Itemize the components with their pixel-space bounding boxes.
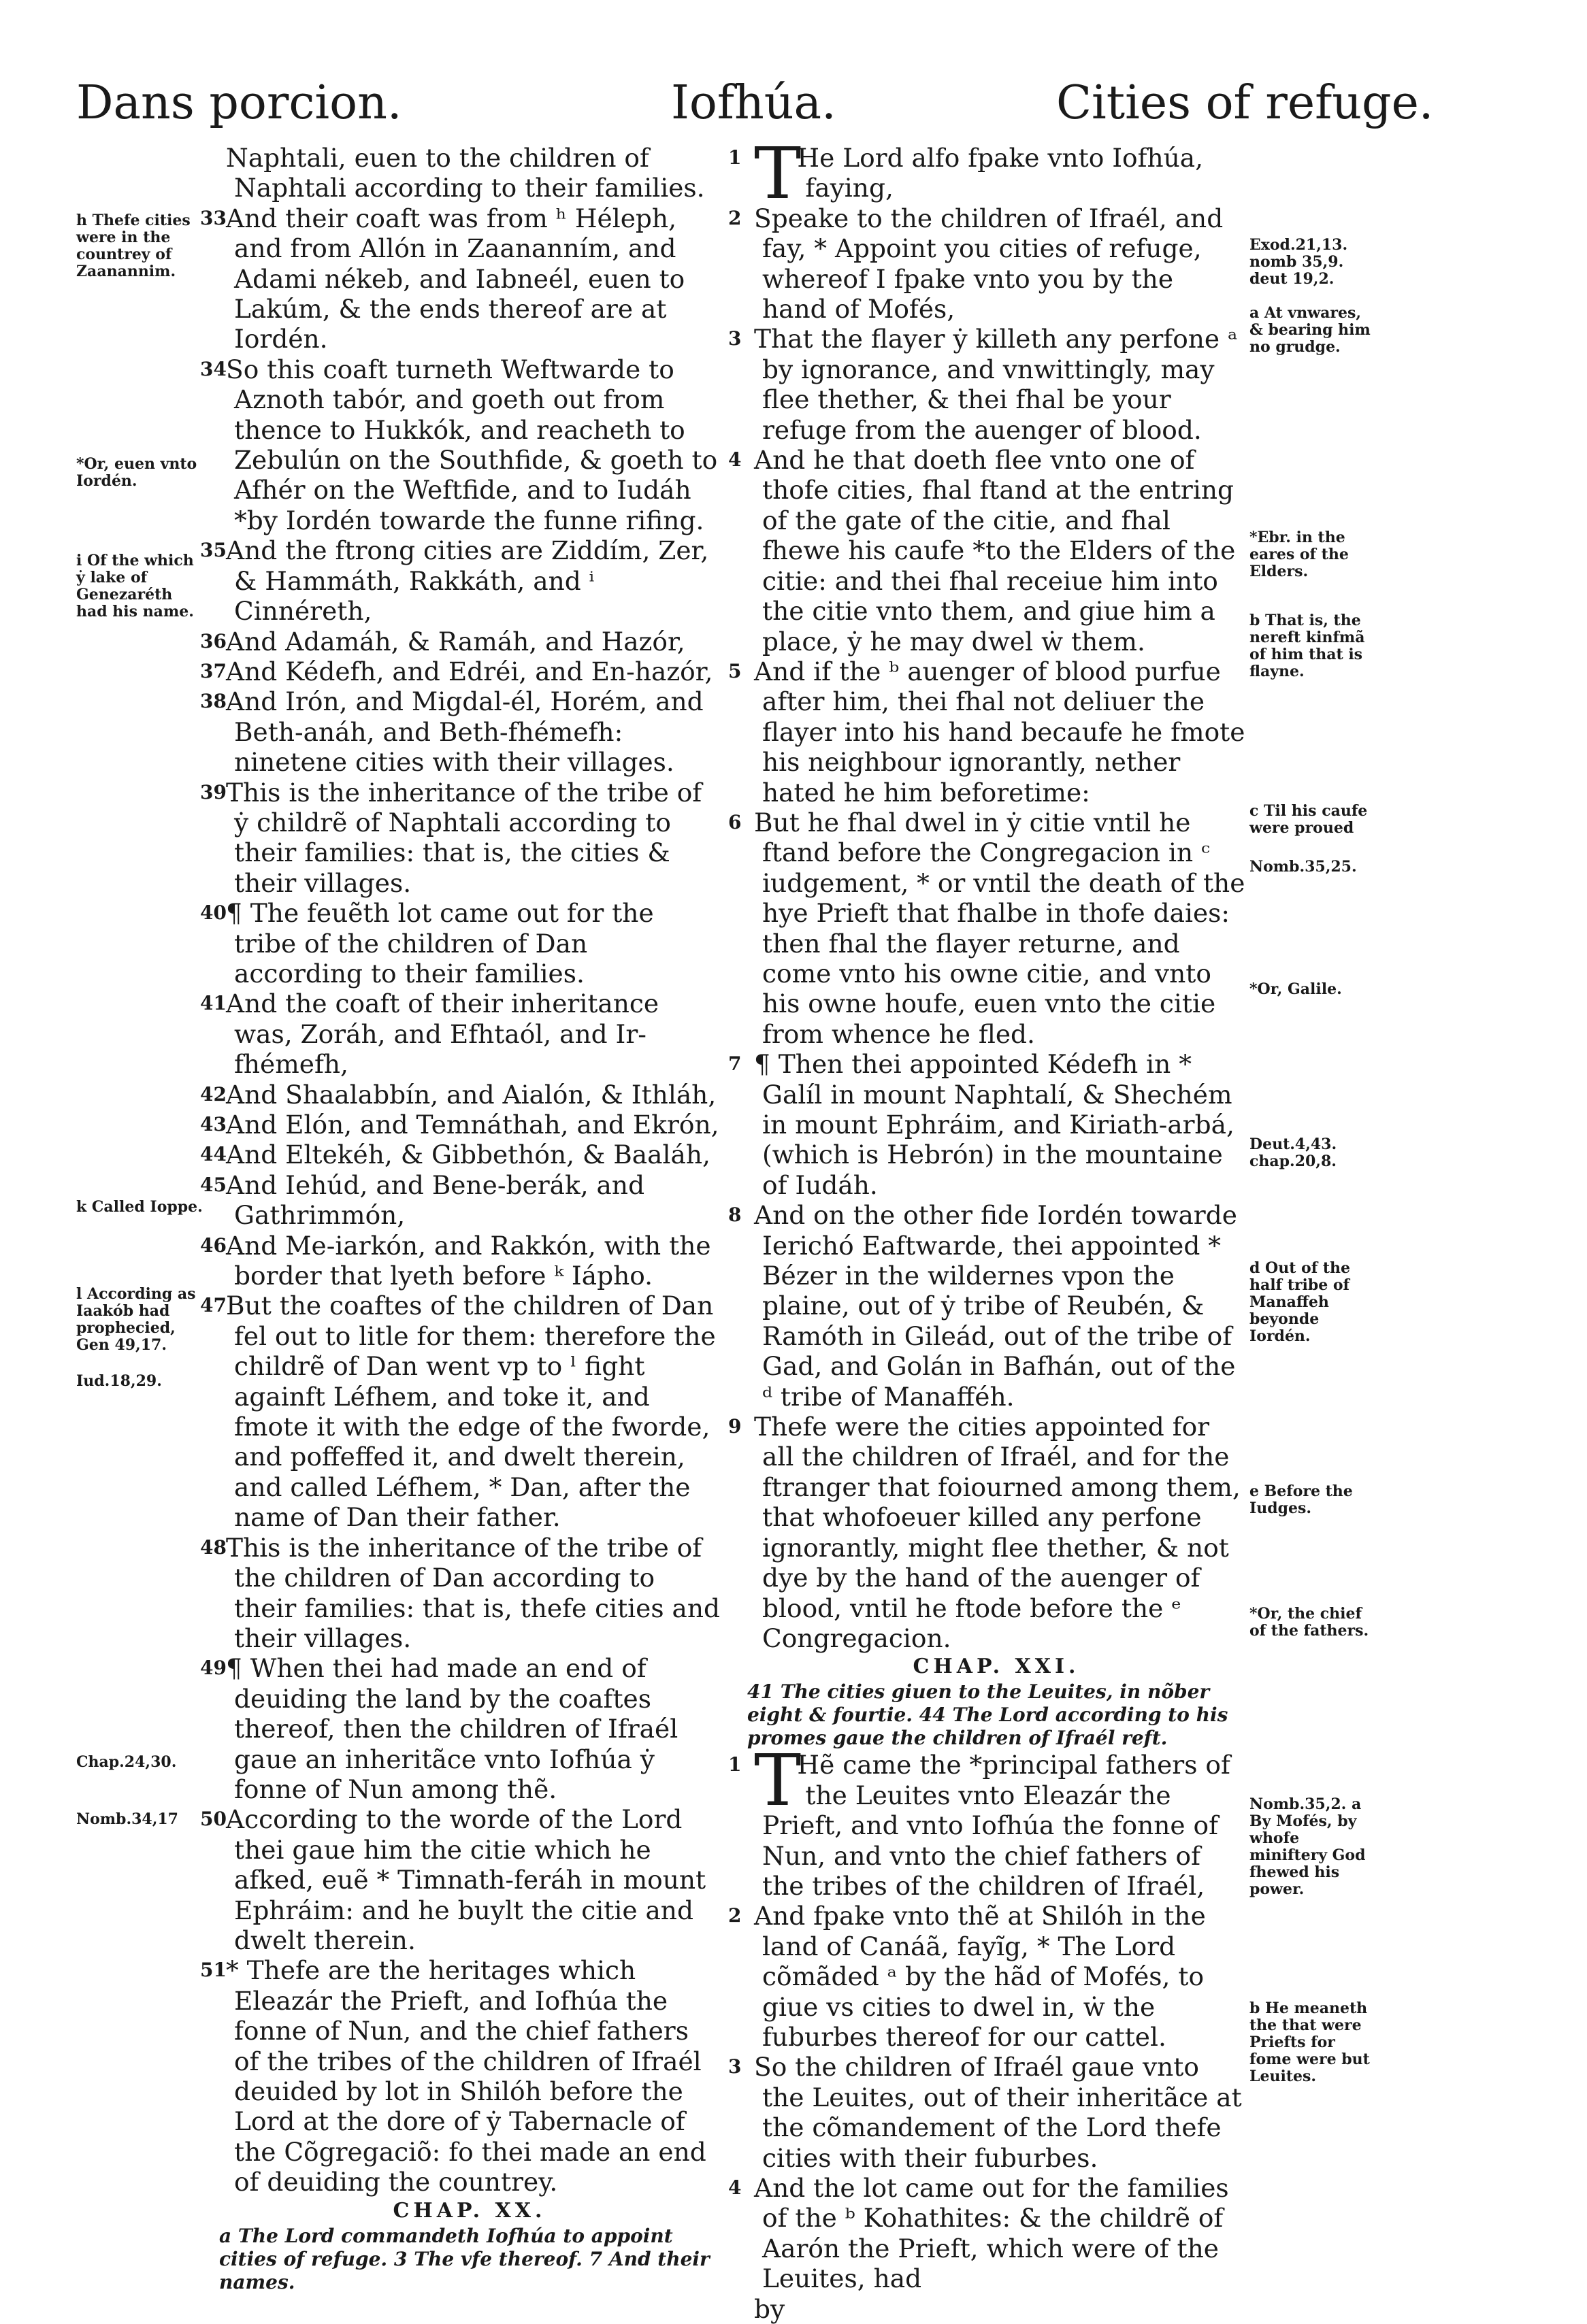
verse bbox=[200, 1110, 720, 1140]
verse-number: 4 bbox=[728, 448, 742, 471]
verse bbox=[728, 132, 1245, 215]
verse-text: And Elón, and Temnáthah, and Ekrón, bbox=[226, 1110, 719, 1140]
verse-text: * Thefe are the heritages which Eleazár the Prieft, and Iofhúa the fonne of Nun, and the chief fathers of the tribes of the children of Ifraél deuided by lot in Shilóh before the Lord at the dore of ẏ Tabernacle of the Cõgregaciõ: fo thei made an end of deuiding the countrey. bbox=[226, 1955, 706, 2197]
verse bbox=[200, 1230, 720, 1291]
margin-note: Nomb.34,17 bbox=[76, 1810, 178, 1828]
margin-note: k Called Ioppe. bbox=[76, 1198, 203, 1216]
verse-number: 37 bbox=[200, 659, 227, 682]
verse bbox=[728, 1412, 1245, 1653]
verse bbox=[728, 807, 1245, 1049]
verse bbox=[728, 1200, 1245, 1412]
verse-text: This is the inheritance of the tribe of ẏ childrẽ of Naphtali according to their families: that is, the cities & their villages. bbox=[226, 777, 702, 898]
verse bbox=[200, 1140, 720, 1170]
verse bbox=[200, 626, 720, 657]
verse-number: 2 bbox=[728, 206, 742, 229]
verse-number: 40 bbox=[200, 901, 227, 925]
verse bbox=[200, 1532, 721, 1654]
verse-number: 42 bbox=[200, 1082, 227, 1106]
verse-text: And Kédefh, and Edréi, and En-hazór, bbox=[226, 656, 713, 686]
margin-note: Exod.21,13. nomb 35,9. deut 19,2. bbox=[1249, 236, 1348, 288]
verse bbox=[200, 898, 720, 989]
verse bbox=[219, 143, 720, 203]
margin-note: Deut.4,43. chap.20,8. bbox=[1249, 1135, 1337, 1170]
margin-note: e Before the Iudges. bbox=[1249, 1482, 1353, 1517]
verse-text: ¶ The feuẽth lot came out for the tribe of the children of Dan according to their families. bbox=[226, 898, 654, 989]
margin-note: Nomb.35,25. bbox=[1249, 858, 1357, 876]
verse-text: ¶ Then thei appointed Kédefh in * Galíl in mount Naphtalí, & Shechém in mount Ephráim, and Kiriath-arbá, (which is Hebrón) in the mountaine of Iudáh. bbox=[754, 1049, 1234, 1200]
verse-number: 7 bbox=[728, 1052, 742, 1076]
verse bbox=[200, 777, 720, 899]
margin-note: h Thefe cities were in the countrey of Zaanannim. bbox=[76, 212, 191, 280]
verse-number: 4 bbox=[728, 2176, 742, 2199]
right-text-column bbox=[728, 132, 1245, 2324]
verse-number: 35 bbox=[200, 539, 227, 562]
verse bbox=[200, 354, 720, 535]
verse-text: And Eltekéh, & Gibbethón, & Baaláh, bbox=[226, 1140, 710, 1170]
verse-number: 34 bbox=[200, 357, 227, 380]
verse-text: And he that doeth flee vnto one of thofe cities, fhal ftand at the entring of the gate of the citie, and fhal fhewe his caufe *to the Elders of the citie: and thei fhal receiue him into the citie vnto them, and giue him a place, ẏ he may dwel ẇ them. bbox=[754, 445, 1236, 657]
chapter-summary: a The Lord commandeth Iofhúa to appoint cities of refuge. 3 The vfe thereof. 7 And their names. bbox=[219, 2224, 710, 2293]
verse-text: And Iehúd, and Bene-berák, and Gathrimmón, bbox=[226, 1169, 645, 1231]
margin-note: Nomb.35,2. a By Mofés, by whofe miniftery God fhewed his power. bbox=[1249, 1795, 1366, 1898]
verse-text: And fpake vnto thẽ at Shilóh in the land of Canáã, fayĩg, * The Lord cõmãded ᵃ by the hãd of Mofés, to giue vs cities to dwel in, ẇ the fuburbes thereof for our cattel. bbox=[754, 1901, 1206, 2052]
verse-text: ¶ When thei had made an end of deuiding the land by the coaftes thereof, then the children of Ifraél gaue an inheritãce vnto Iofhúa ẏ fonne of Nun among thẽ. bbox=[226, 1653, 678, 1804]
verse bbox=[728, 2052, 1245, 2173]
verse-text: And the lot came out for the families of the ᵇ Kohathites: & the childrẽ of Aarón the Prieft, which were of the Leuites, had bbox=[754, 2173, 1229, 2294]
running-header-left: Dans porcion. bbox=[76, 76, 402, 130]
verse-number: 51 bbox=[200, 1959, 227, 1982]
verse-text: And their coaft was from ʰ Héleph, and from Allón in Zaananním, and Adami nékeb, and Iabneél, euen to Lakúm, & the ends thereof are at Iordén. bbox=[226, 203, 685, 354]
verse-text: And the coaft of their inheritance was, Zoráh, and Efhtaól, and Ir-fhémefh, bbox=[226, 989, 659, 1080]
left-text-column bbox=[200, 143, 721, 2294]
verse-number: 2 bbox=[728, 1904, 742, 1927]
drop-capital: T bbox=[754, 1739, 802, 1823]
margin-note: *Or, euen vnto Iordén. bbox=[76, 455, 197, 490]
verse-number: 47 bbox=[200, 1294, 227, 1317]
verse bbox=[728, 445, 1245, 657]
margin-note: *Or, the chief of the fathers. bbox=[1249, 1605, 1369, 1640]
drop-capital: T bbox=[754, 132, 802, 215]
verse-number: 33 bbox=[200, 206, 227, 229]
verse-number: 36 bbox=[200, 629, 227, 652]
margin-note: *Or, Galile. bbox=[1249, 980, 1342, 998]
margin-note: l According as Iaakób had prophecied, Gen 49,17. bbox=[76, 1285, 196, 1354]
verse-text: And the ftrong cities are Ziddím, Zer, & Hammáth, Rakkáth, and ⁱ Cinnéreth, bbox=[226, 535, 709, 627]
verse-text: This is the inheritance of the tribe of the children of Dan according to their families: that is, thefe cities and their villages. bbox=[226, 1532, 721, 1653]
margin-note: i Of the which ẏ lake of Genezaréth had his name. bbox=[76, 552, 194, 620]
margin-note: Chap.24,30. bbox=[76, 1753, 177, 1771]
margin-note: b He meaneth the that were Priefts for fome were but Leuites. bbox=[1249, 1999, 1370, 2085]
verse bbox=[200, 686, 720, 778]
verse-text: He Lord alfo fpake vnto Iofhúa, faying, bbox=[797, 143, 1204, 203]
verse-number: 9 bbox=[728, 1415, 742, 1438]
verse bbox=[200, 535, 720, 627]
verse-text: by bbox=[754, 2293, 785, 2324]
verse-text: Speake to the children of Ifraél, and fay, * Appoint you cities of refuge, whereof I fpake vnto you by the hand of Mofés, bbox=[754, 203, 1224, 325]
verse-number: 45 bbox=[200, 1173, 227, 1196]
verse-text: Hẽ came the *principal fathers of the Leuites vnto Eleazár the Prieft, and vnto Iofhúa the fonne of Nun, and vnto the chief fathers of the tribes of the children of Ifraél, bbox=[762, 1750, 1230, 1901]
verse-number: 3 bbox=[728, 2055, 742, 2078]
verse-number: 43 bbox=[200, 1113, 227, 1135]
verse-number: 1 bbox=[728, 146, 742, 169]
verse bbox=[200, 1079, 720, 1110]
verse bbox=[200, 1955, 720, 2197]
verse-text: And on the other fide Iordén towarde Ierichó Eaftwarde, thei appointed * Bézer in the wildernes vpon the plaine, out of ẏ tribe of Reubén, & Ramóth in Gileád, out of the tribe of Gad, and Golán in Bafhán, out of the ᵈ tribe of Manafféh. bbox=[754, 1200, 1237, 1412]
verse-number: 48 bbox=[200, 1536, 227, 1559]
chapter-heading: CHAP. XXI. bbox=[913, 1655, 1080, 1679]
margin-note: *Ebr. in the eares of the Elders. bbox=[1249, 529, 1349, 580]
margin-note: d Out of the half tribe of Manaffeh beyonde Iordén. bbox=[1249, 1259, 1350, 1345]
verse-number: 49 bbox=[200, 1657, 227, 1680]
verse-text: Thefe were the cities appointed for all the children of Ifraél, and for the ftranger that foiourned among them, that whofoeuer killed any perfone ignorantly, might flee thether, & not dye by the hand of the auenger of blood, vntil he ftode before the ᵉ Congregacion. bbox=[754, 1412, 1241, 1653]
verse-text: And Irón, and Migdal-él, Horém, and Beth-anáh, and Beth-fhémefh: ninetene cities with their villages. bbox=[226, 686, 704, 778]
verse bbox=[728, 1739, 1245, 1901]
verse bbox=[728, 2173, 1245, 2294]
verse-number: 3 bbox=[728, 327, 742, 350]
verse bbox=[200, 1653, 720, 1804]
running-header-right: Cities of refuge. bbox=[1056, 76, 1434, 130]
margin-note: c Til his caufe were proued bbox=[1249, 802, 1368, 837]
running-header-center: Iofhúa. bbox=[671, 76, 836, 130]
verse-text: So the children of Ifraél gaue vnto the Leuites, out of their inheritãce at the cõmandement of the Lord thefe cities with their fuburbes. bbox=[754, 2052, 1242, 2173]
verse-text: And Adamáh, & Ramáh, and Hazór, bbox=[226, 626, 685, 657]
verse-text: So this coaft turneth Weftwarde to Aznoth tabór, and goeth out from thence to Hukkók, and reacheth to Zebulún on the Southfide, & goeth to Afhér on the Weftfide, and to Iudáh *by Iordén towarde the funne rifing. bbox=[226, 354, 718, 535]
margin-note: b That is, the nereft kinfmã of him that is flayne. bbox=[1249, 612, 1365, 680]
verse-text: That the flayer ẏ killeth any perfone ᵃ by ignorance, and vnwittingly, may flee thether, & thei fhal be your refuge from the auenger of blood. bbox=[754, 324, 1238, 445]
verse bbox=[728, 656, 1245, 808]
verse-text: According to the worde of the Lord thei gaue him the citie which he afked, euẽ * Timnath-feráh in mount Ephráim: and he buylt the citie and dwelt therein. bbox=[226, 1804, 706, 1955]
chapter-summary: 41 The cities giuen to the Leuites, in nõber eight & fourtie. 44 The Lord according to his promes gaue the children of Ifraél reft. bbox=[747, 1680, 1228, 1750]
verse bbox=[200, 203, 720, 354]
verse-number: 44 bbox=[200, 1143, 227, 1166]
verse bbox=[728, 203, 1245, 325]
verse bbox=[200, 989, 720, 1080]
verse bbox=[200, 1169, 720, 1231]
verse-number: 39 bbox=[200, 780, 227, 803]
verse bbox=[728, 1901, 1245, 2052]
verse bbox=[747, 2294, 1245, 2324]
verse-number: 5 bbox=[728, 659, 742, 682]
verse-number: 46 bbox=[200, 1233, 227, 1257]
verse bbox=[200, 1291, 720, 1533]
verse-text: And if the ᵇ auenger of blood purfue after him, thei fhal not deliuer the flayer into his hand becaufe he fmote his neighbour ignorantly, nether hated he him beforetime: bbox=[754, 656, 1245, 808]
verse-number: 38 bbox=[200, 690, 227, 713]
verse-text: Naphtali, euen to the children of Naphtali according to their families. bbox=[226, 143, 705, 203]
verse-number: 41 bbox=[200, 992, 227, 1015]
margin-note: Iud.18,29. bbox=[76, 1372, 162, 1390]
verse bbox=[728, 324, 1245, 445]
verse-number: 1 bbox=[728, 1753, 742, 1776]
verse bbox=[200, 1804, 720, 1955]
verse bbox=[200, 656, 720, 686]
verse-text: But the coaftes of the children of Dan fel out to litle for them: therefore the childrẽ of Dan went vp to ˡ fight againft Léfhem, and toke it, and fmote it with the edge of the fworde, and poffeffed it, and dwelt therein, and called Léfhem, * Dan, after the name of Dan their father. bbox=[226, 1291, 716, 1533]
verse-text: And Me-iarkón, and Rakkón, with the border that lyeth before ᵏ Iápho. bbox=[226, 1230, 711, 1291]
chapter-heading: CHAP. XX. bbox=[393, 2198, 546, 2223]
verse-text: But he fhal dwel in ẏ citie vntil he ftand before the Congregacion in ᶜ iudgement, * or vntil the death of the hye Prieft that fhalbe in thofe daies: then fhal the flayer returne, and come vnto his owne citie, and vnto his owne houfe, euen vnto the citie from whence he fled. bbox=[754, 807, 1245, 1049]
verse-number: 50 bbox=[200, 1808, 227, 1831]
verse-text: And Shaalabbín, and Aialón, & Ithláh, bbox=[226, 1079, 717, 1110]
verse-number: 8 bbox=[728, 1204, 742, 1227]
verse-number: 6 bbox=[728, 810, 742, 833]
verse bbox=[728, 1049, 1245, 1200]
margin-note: a At vnwares, & bearing him no grudge. bbox=[1249, 304, 1371, 356]
